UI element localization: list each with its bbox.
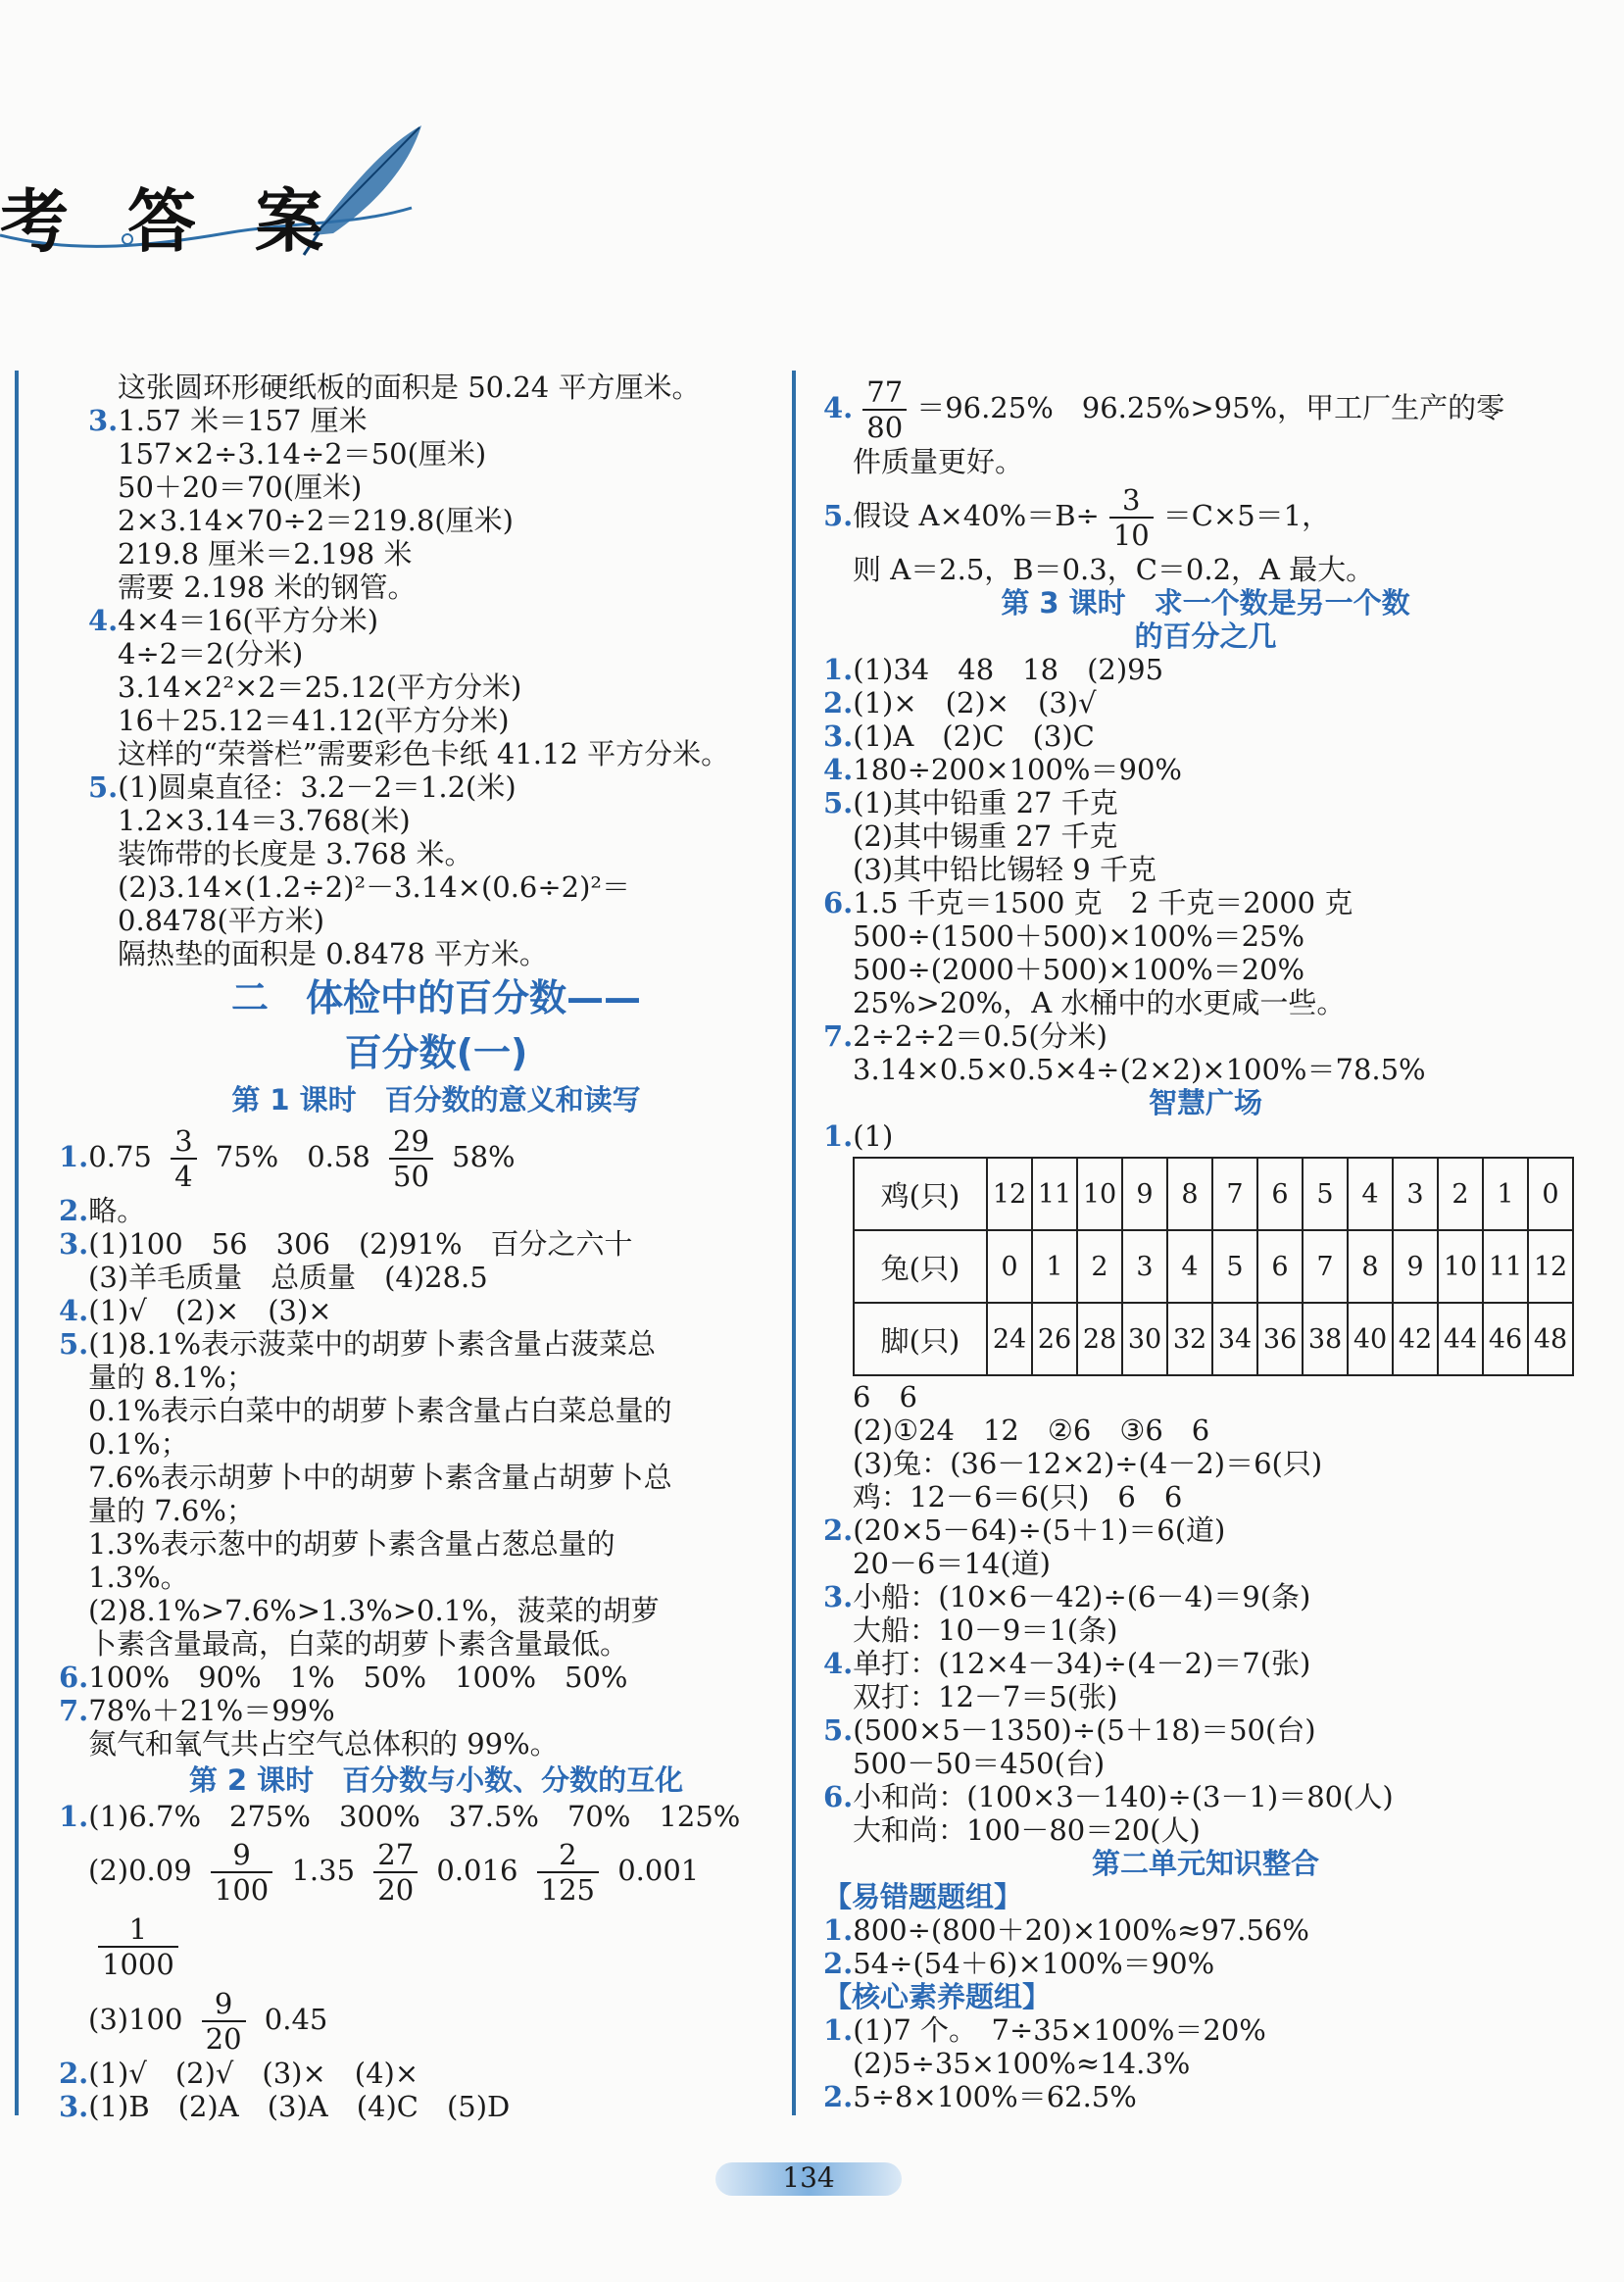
answer-line: 量的 8.1%； [88,1361,255,1394]
answer-line: 0.8478(平方米) [118,904,325,937]
answer-line: 则 A＝2.5，B＝0.3，C＝0.2，A 最大。 [853,553,1375,586]
chicken-rabbit-table [853,1157,1574,1376]
answer-line: 件质量更好。 [853,445,1024,478]
lesson-title: 第 3 课时 求一个数是另一个数 [1001,586,1410,620]
answer-line: 1.0.75 $\frac{3}{4}$ 75% 0.58 $\frac{29}{50}$ 58% [59,1124,516,1193]
table-cell: 2 [1438,1158,1483,1230]
table-cell: 3 [1393,1158,1438,1230]
table-cell: 36 [1257,1303,1303,1375]
answer-line: 1.2×3.14＝3.768(米) [118,804,411,837]
answer-line: 1.(1)34 48 18 (2)95 [823,653,1164,686]
answer-line: 1.(1)6.7% 275% 300% 37.5% 70% 125% [59,1800,741,1833]
table-cell: 8 [1167,1158,1212,1230]
row-header: 兔(只) [854,1230,987,1303]
table-cell: 44 [1438,1303,1483,1375]
answer-line: 4. $\frac{77}{80}$ ＝96.25% 96.25%>95%，甲工厂生产的零 [823,375,1505,444]
fraction: $\frac{77}{80}$ [862,375,907,444]
table-cell: 1 [1032,1230,1077,1303]
answer-line: 4.4×4＝16(平方分米) [88,604,379,637]
table-cell: 7 [1303,1230,1348,1303]
table-cell: 28 [1077,1303,1122,1375]
answer-line: 500－50＝450(台) [853,1747,1106,1780]
answer-line: 2.5÷8×100%＝62.5% [823,2080,1137,2113]
fraction: $\frac{27}{20}$ [373,1838,418,1907]
answer-line [59,1908,813,1982]
fraction: $\frac{3}{4}$ [171,1124,196,1193]
lesson-title: 第 2 课时 百分数与小数、分数的互化 [188,1763,684,1797]
answer-line: 2×3.14×70÷2＝219.8(厘米) [118,504,514,537]
answer-line: 双打：12－7＝5(张) [853,1680,1118,1713]
answer-line: (2)3.14×(1.2÷2)²－3.14×(0.6÷2)²＝ [118,870,631,904]
answer-line: 大和尚：100－80＝20(人) [853,1813,1201,1847]
answer-line: 219.8 厘米＝2.198 米 [118,537,413,570]
answer-line: 5.假设 A×40%＝B÷ $\frac{3}{10}$ ＝C×5＝1， [823,483,1331,552]
page-header-title: 考答案 [0,180,382,262]
answer-line: (2)0.09 $\frac{9}{100}$ 1.35 $\frac{27}{20}$ 0.016 $\frac{2}{125}$ 0.001 [88,1838,700,1907]
answer-line: 6 6 [853,1380,917,1414]
answer-line: 2.略。 [59,1194,146,1227]
unit-subtitle: 百分数(一) [344,1031,528,1074]
fraction: $\frac{3}{10}$ [1109,483,1154,552]
table-cell: 12 [1528,1230,1573,1303]
table-cell: 32 [1167,1303,1212,1375]
answer-line: 1.(1) [823,1119,894,1153]
answer-line: (2)①24 12 ②6 ③6 6 [853,1414,1210,1447]
answer-line: 需要 2.198 米的钢管。 [118,570,417,604]
table-cell: 0 [987,1230,1032,1303]
answer-line: 20－6＝14(道) [853,1547,1051,1580]
table-cell: 12 [987,1158,1032,1230]
answer-line: (2)其中锡重 27 千克 [853,819,1118,853]
fraction: $\frac{2}{125}$ [537,1838,599,1907]
answer-line: 5.(500×5－1350)÷(5＋18)＝50(台) [823,1713,1316,1747]
lesson-title-cont: 的百分之几 [1134,620,1277,653]
answer-line: 4÷2＝2(分米) [118,637,304,670]
answer-line: 3.14×2²×2＝25.12(平方分米) [118,670,522,704]
answer-line: 3.14×0.5×0.5×4÷(2×2)×100%＝78.5% [853,1053,1426,1086]
table-cell: 42 [1393,1303,1438,1375]
table-cell: 2 [1077,1230,1122,1303]
answer-line: 5.(1)其中铅重 27 千克 [823,786,1118,819]
answer-line: 1.(1)7 个。 7÷35×100%＝20% [823,2013,1266,2047]
answer-line: 大船：10－9＝1(条) [853,1613,1118,1647]
answer-line: 装饰带的长度是 3.768 米。 [118,837,473,870]
unit-title: 二 体检中的百分数—— [230,976,641,1019]
answer-line: 氮气和氧气共占空气总体积的 99%。 [88,1727,559,1761]
answer-line: 5.(1)圆桌直径：3.2－2＝1.2(米) [88,770,517,804]
answer-line: 3.小船：(10×6－42)÷(6－4)＝9(条) [823,1580,1311,1613]
answer-line: (3)羊毛质量 总质量 (4)28.5 [88,1261,488,1294]
group-tag: 【核心素养题组】 [823,1980,1052,2013]
answer-line: 4.单打：(12×4－34)÷(4－2)＝7(张) [823,1647,1311,1680]
answer-line: 157×2÷3.14÷2＝50(厘米) [118,437,487,471]
fraction: $\frac{9}{100}$ [211,1838,272,1907]
answer-line: (2)8.1%>7.6%>1.3%>0.1%，菠菜的胡萝 [88,1594,660,1627]
fraction: $\frac{29}{50}$ [389,1124,433,1193]
answer-line: 1.3%表示葱中的胡萝卜素含量占葱总量的 [88,1527,615,1561]
answer-line: 4.180÷200×100%＝90% [823,753,1182,786]
answer-line: 1.3%。 [88,1561,189,1594]
answer-line: 1.800÷(800＋20)×100%≈97.56% [823,1913,1309,1947]
section-title: 第二单元知识整合 [1091,1847,1319,1880]
table-cell: 38 [1303,1303,1348,1375]
answer-line: 500÷(1500＋500)×100%＝25% [853,919,1305,953]
table-cell: 6 [1257,1230,1303,1303]
answer-line: 7.6%表示胡萝卜中的胡萝卜素含量占胡萝卜总 [88,1461,672,1494]
table-cell: 1 [1483,1158,1528,1230]
answer-line: 4.(1)√ (2)× (3)× [59,1294,332,1327]
page-number: 134 [715,2157,902,2200]
answer-line: 6.100% 90% 1% 50% 100% 50% [59,1661,628,1694]
answer-line: 2.(1)× (2)× (3)√ [823,686,1097,719]
table-row [854,1230,1573,1303]
table-cell: 10 [1077,1158,1122,1230]
answer-line: 50＋20＝70(厘米) [118,471,363,504]
answer-line: 2.54÷(54＋6)×100%＝90% [823,1947,1215,1980]
table-cell: 26 [1032,1303,1077,1375]
table-cell: 7 [1212,1158,1257,1230]
answer-line: 鸡：12－6＝6(只) 6 6 [853,1480,1183,1513]
section-title: 智慧广场 [1148,1086,1262,1119]
table-cell: 48 [1528,1303,1573,1375]
table-cell: 40 [1348,1303,1393,1375]
answer-line: 500÷(2000＋500)×100%＝20% [853,953,1305,986]
answer-line: (3)100 $\frac{9}{20}$ 0.45 [88,1987,328,2056]
table-cell: 34 [1212,1303,1257,1375]
fraction: $\frac{9}{20}$ [202,1987,246,2056]
table-cell: 4 [1348,1158,1393,1230]
table-cell: 46 [1483,1303,1528,1375]
answer-line: 6.1.5 千克＝1500 克 2 千克＝2000 克 [823,886,1353,919]
answer-line: 25%>20%，A 水桶中的水更咸一些。 [853,986,1346,1019]
table-cell: 24 [987,1303,1032,1375]
table-cell: 4 [1167,1230,1212,1303]
answer-line: 0.1%表示白菜中的胡萝卜素含量占白菜总量的 [88,1394,672,1427]
answer-line: 2.(20×5－64)÷(5＋1)＝6(道) [823,1513,1226,1547]
answer-line: 3.1.57 米＝157 厘米 [88,404,368,437]
fraction: $\frac{1}{1000}$ [98,1912,178,1981]
table-row [854,1158,1573,1230]
table-cell: 5 [1303,1158,1348,1230]
table-cell: 30 [1122,1303,1167,1375]
table-row [854,1303,1573,1375]
table-cell: 9 [1122,1158,1167,1230]
left-margin-rule [15,371,19,2115]
answer-line: 隔热垫的面积是 0.8478 平方米。 [118,937,548,970]
answer-line: 这张圆环形硬纸板的面积是 50.24 平方厘米。 [118,371,701,404]
answer-line: 7.2÷2÷2＝0.5(分米) [823,1019,1107,1053]
table-cell: 3 [1122,1230,1167,1303]
table-cell: 11 [1032,1158,1077,1230]
answer-line: 3.(1)A (2)C (3)C [823,719,1095,753]
lesson-title: 第 1 课时 百分数的意义和读写 [231,1083,641,1116]
answer-line: 5.(1)8.1%表示菠菜中的胡萝卜素含量占菠菜总 [59,1327,657,1361]
answer-line: 卜素含量最高，白菜的胡萝卜素含量最低。 [88,1627,629,1661]
answer-line: 6.小和尚：(100×3－140)÷(3－1)＝80(人) [823,1780,1394,1813]
row-header: 鸡(只) [854,1158,987,1230]
answer-line: 3.(1)B (2)A (3)A (4)C (5)D [59,2090,511,2123]
group-tag: 【易错题题组】 [823,1880,1023,1913]
answer-line: 这样的“荣誉栏”需要彩色卡纸 41.12 平方分米。 [118,737,730,770]
left-column [59,371,813,2123]
answer-line: 量的 7.6%； [88,1494,255,1527]
table-cell: 6 [1257,1158,1303,1230]
table-cell: 5 [1212,1230,1257,1303]
table-cell: 11 [1483,1230,1528,1303]
answer-line: 2.(1)√ (2)√ (3)× (4)× [59,2057,419,2090]
answer-line: (2)5÷35×100%≈14.3% [853,2047,1191,2080]
table-cell: 9 [1393,1230,1438,1303]
table-cell: 8 [1348,1230,1393,1303]
answer-line: 3.(1)100 56 306 (2)91% 百分之六十 [59,1227,633,1261]
right-column [823,371,1588,2113]
answer-line: (3)兔：(36－12×2)÷(4－2)＝6(只) [853,1447,1323,1480]
answer-line: 16＋25.12＝41.12(平方分米) [118,704,510,737]
table-cell: 10 [1438,1230,1483,1303]
answer-line: 0.1%； [88,1427,189,1461]
answer-line: 7.78%＋21%＝99% [59,1694,335,1727]
table-cell: 0 [1528,1158,1573,1230]
answer-line: (3)其中铅比锡轻 9 千克 [853,853,1156,886]
row-header: 脚(只) [854,1303,987,1375]
